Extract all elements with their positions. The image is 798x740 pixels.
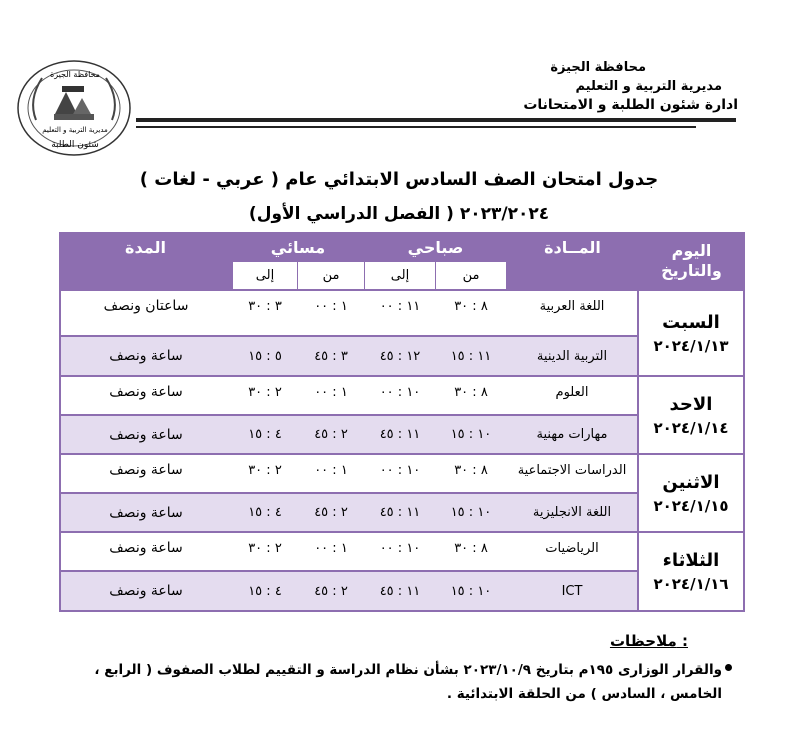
- day-date: ٢٠٢٤/١/١٤: [653, 418, 729, 437]
- header-rule: [136, 118, 736, 122]
- morning-from-cell: ١٠ : ١٥: [450, 427, 492, 442]
- duration-cell: ساعة ونصف: [109, 426, 183, 443]
- page-title: جدول امتحان الصف السادس الابتدائي عام ( عربي - لغات ): [139, 169, 659, 190]
- term-title: (الفصل الدراسي الأول ) ٢٠٢٣/٢٠٢٤: [248, 204, 550, 224]
- day-date: ٢٠٢٤/١/١٣: [653, 336, 729, 355]
- day-name: الاثنين: [662, 471, 720, 493]
- notes-text: والقرار الوزارى ١٩٥م بتاريخ ٢٠٢٣/١٠/٩ بشأن نظام الدراسة و التقييم لطلاب الصفوف ( الرابع ، الخامس ، السادس ) من الحلقة الابتدائية .: [94, 662, 722, 702]
- day-date: ٢٠٢٤/١/١٥: [653, 496, 729, 515]
- evening-to-cell: ٢ : ٣٠: [248, 462, 282, 478]
- logo-mid-text: مديرية التربية و التعليم: [42, 126, 108, 134]
- duration-cell: ساعة ونصف: [109, 504, 183, 521]
- duration-cell: ساعة ونصف: [109, 583, 183, 599]
- evening-from-cell: ٢ : ٤٥: [314, 583, 348, 599]
- morning-to-cell: ١١ : ٤٥: [379, 427, 421, 442]
- header-day-date-label: اليوم والتاريخ: [661, 241, 722, 280]
- evening-from-cell: ٢ : ٤٥: [314, 427, 348, 442]
- morning-from-cell: ٨ : ٣٠: [454, 298, 488, 314]
- duration-cell: ساعة ونصف: [109, 540, 183, 556]
- evening-from-cell: ١ : ٠٠: [314, 540, 348, 556]
- morning-to-cell: ١١ : ٠٠: [379, 298, 421, 314]
- governorate-label: محافظة الجيزة: [550, 60, 646, 75]
- morning-to-cell: ١١ : ٤٥: [379, 583, 421, 599]
- duration-cell: ساعة ونصف: [109, 348, 183, 364]
- evening-from-cell: ٢ : ٤٥: [314, 505, 348, 520]
- subject-cell: الدراسات الاجتماعية: [517, 462, 627, 478]
- header-evening-to: إلى: [233, 262, 297, 289]
- day-cell: [639, 455, 743, 531]
- subject-cell: اللغة العربية: [539, 298, 605, 314]
- directorate-label: مديرية التربية و التعليم: [575, 79, 722, 94]
- header-day-date: [638, 232, 745, 290]
- notes-heading: ملاحظات :: [609, 632, 688, 650]
- header-subject: المــادة: [544, 237, 601, 257]
- evening-to-cell: ٤ : ١٥: [248, 427, 282, 442]
- day-cell: [639, 291, 743, 375]
- header-evening-from: من: [298, 262, 364, 289]
- header-rule: [136, 126, 696, 128]
- day-name: السبت: [662, 311, 720, 333]
- day-cell: [639, 377, 743, 453]
- evening-to-cell: ٥ : ١٥: [248, 348, 282, 364]
- evening-to-cell: ٤ : ١٥: [248, 583, 282, 599]
- subject-cell: اللغة الانجليزية: [532, 505, 612, 520]
- evening-to-cell: ٣ : ٣٠: [248, 298, 282, 314]
- subject-cell: العلوم: [555, 384, 589, 400]
- duration-cell: ساعتان ونصف: [103, 298, 189, 314]
- morning-to-cell: ١٠ : ٠٠: [379, 384, 421, 400]
- evening-to-cell: ٢ : ٣٠: [248, 384, 282, 400]
- header-morning-to: إلى: [365, 262, 435, 289]
- evening-to-cell: ٢ : ٣٠: [248, 540, 282, 556]
- day-name: الاحد: [669, 393, 713, 415]
- evening-to-cell: ٤ : ١٥: [248, 505, 282, 520]
- morning-to-cell: ١٠ : ٠٠: [379, 462, 421, 478]
- administration-label: ادارة شئون الطلبة و الامتحانات: [523, 97, 738, 113]
- day-cell: [639, 533, 743, 610]
- header-duration: المدة: [125, 237, 166, 257]
- morning-from-cell: ٨ : ٣٠: [454, 540, 488, 556]
- morning-to-cell: ١١ : ٤٥: [379, 505, 421, 520]
- evening-from-cell: ١ : ٠٠: [314, 462, 348, 478]
- duration-cell: ساعة ونصف: [109, 462, 183, 478]
- header-evening: مسائي: [270, 237, 326, 257]
- header-morning: صباحي: [407, 237, 464, 257]
- subject-cell: مهارات مهنية: [536, 427, 608, 442]
- evening-from-cell: ١ : ٠٠: [314, 384, 348, 400]
- subject-cell: التربية الدينية: [536, 348, 608, 364]
- exam-schedule-table: [59, 232, 745, 612]
- day-name: الثلاثاء: [662, 550, 720, 571]
- subject-cell: الرياضيات: [545, 540, 599, 556]
- morning-from-cell: ١٠ : ١٥: [450, 583, 492, 599]
- morning-to-cell: ١٠ : ٠٠: [379, 540, 421, 556]
- morning-from-cell: ١٠ : ١٥: [450, 505, 492, 520]
- day-date: ٢٠٢٤/١/١٦: [653, 575, 729, 593]
- subject-cell: ICT: [561, 583, 583, 599]
- logo-bottom-text: شئون الطلبة: [51, 140, 99, 150]
- header-morning-from: من: [436, 262, 506, 289]
- morning-from-cell: ٨ : ٣٠: [454, 462, 488, 478]
- bullet-icon: [725, 664, 732, 671]
- morning-from-cell: ٨ : ٣٠: [454, 384, 488, 400]
- duration-cell: ساعة ونصف: [109, 384, 183, 400]
- morning-to-cell: ١٢ : ٤٥: [379, 348, 421, 364]
- evening-from-cell: ١ : ٠٠: [314, 298, 348, 314]
- morning-from-cell: ١١ : ١٥: [450, 348, 492, 364]
- logo-top-text: محافظة الجيزة: [50, 70, 100, 79]
- evening-from-cell: ٣ : ٤٥: [314, 348, 348, 364]
